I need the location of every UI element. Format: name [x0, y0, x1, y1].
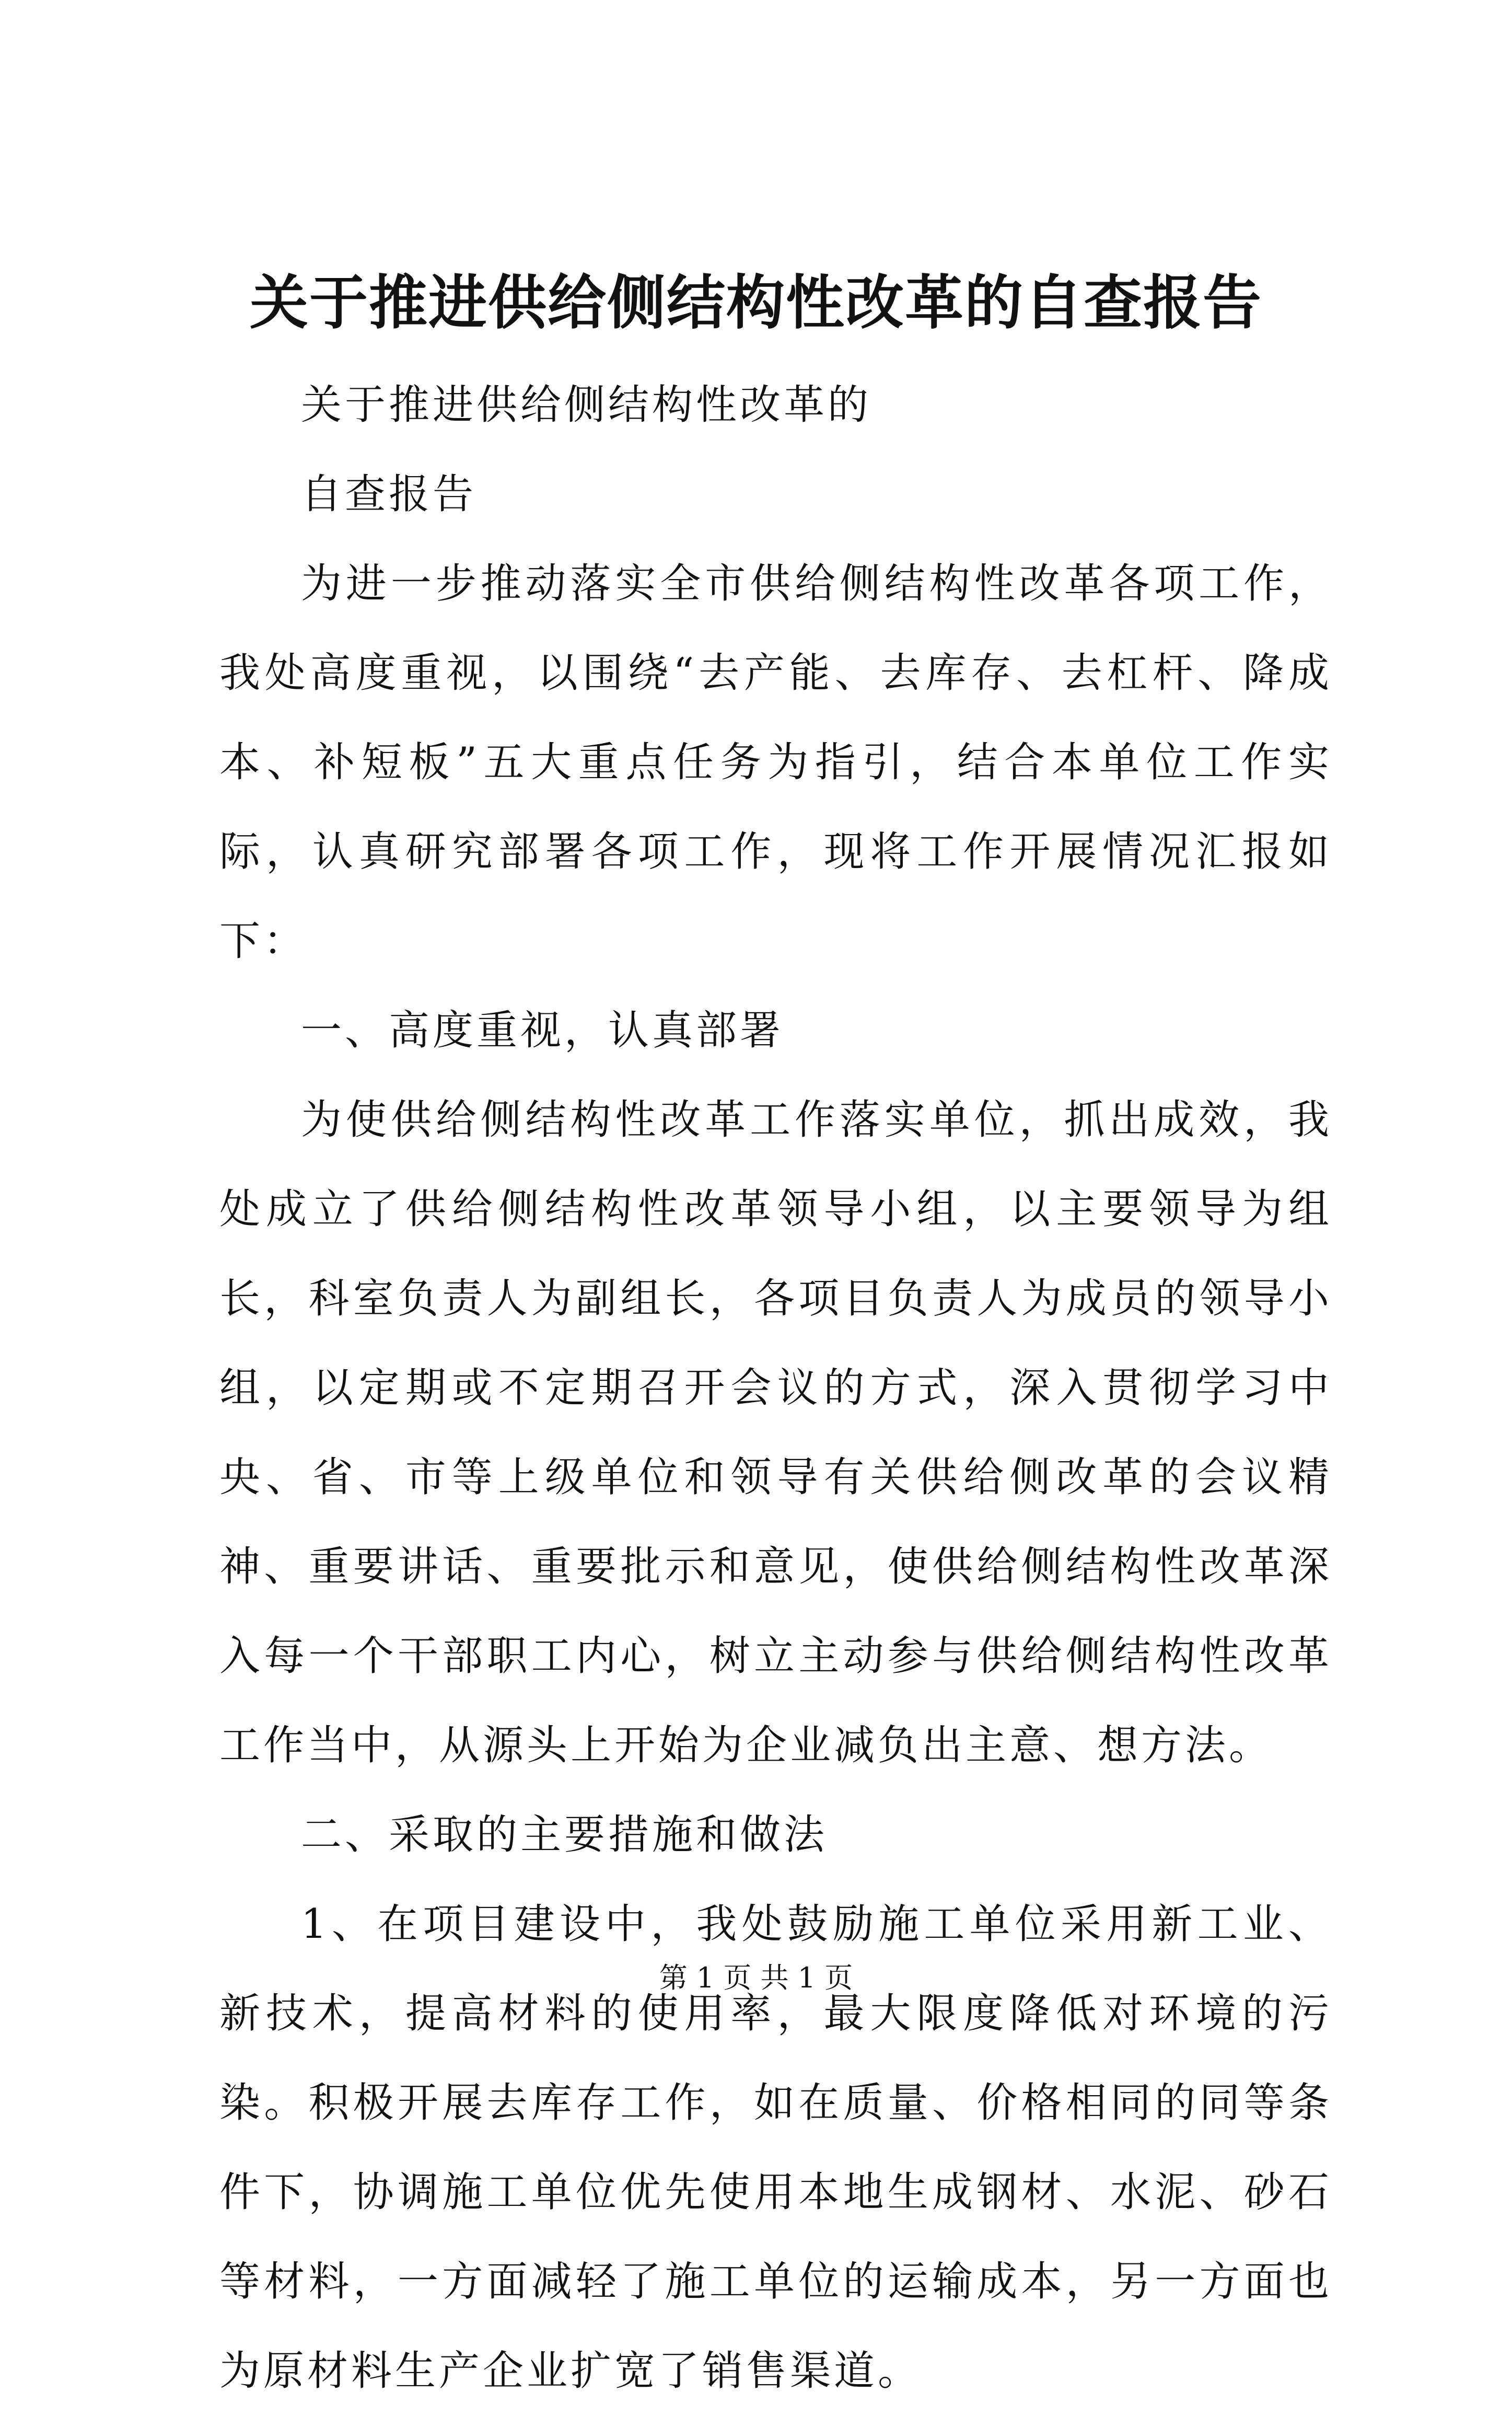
document-body	[219, 361, 1332, 2416]
section-heading: 一、高度重视，认真部署	[301, 1007, 784, 1054]
body-paragraph: 关于推进供给侧结构性改革的	[301, 382, 872, 429]
document-title: 关于推进供给侧结构性改革的自查报告	[250, 269, 1262, 337]
body-paragraph: 为使供给侧结构性改革工作落实单位，抓出成效，我处成立了供给侧结构性改革领导小组，以主要领导为组长，科室负责人为副组长，各项目负责人为成员的领导小组，以定期或不定期召开会议的方式，深入贯彻学习中央、省、市等上级单位和领导有关供给侧改革的会议精神、重要讲话、重要批示和意见，使供给侧结构性改革深入每一个干部职工内心，树立主动参与供给侧结构性改革工作当中，从源头上开始为企业减负出主意、想方法。	[219, 1096, 1332, 1769]
page-number-footer: 第 1 页 共 1 页	[659, 1961, 853, 1994]
body-paragraph: 自查报告	[301, 471, 477, 518]
section-heading: 二、采取的主要措施和做法	[301, 1811, 828, 1858]
body-paragraph: 为进一步推动落实全市供给侧结构性改革各项工作，我处高度重视，以围绕“去产能、去库存、去杠杆、降成本、补短板”五大重点任务为指引，结合本单位工作实际，认真研究部署各项工作，现将工作开展情况汇报如下：	[219, 560, 1332, 965]
body-paragraph: 1、在项目建设中，我处鼓励施工单位采用新工业、新技术，提高材料的使用率，最大限度降低对环境的污染。积极开展去库存工作，如在质量、价格相同的同等条件下，协调施工单位优先使用本地生成钢材、水泥、砂石等材料，一方面减轻了施工单位的运输成本，另一方面也为原材料生产企业扩宽了销售渠道。	[219, 1901, 1332, 2395]
